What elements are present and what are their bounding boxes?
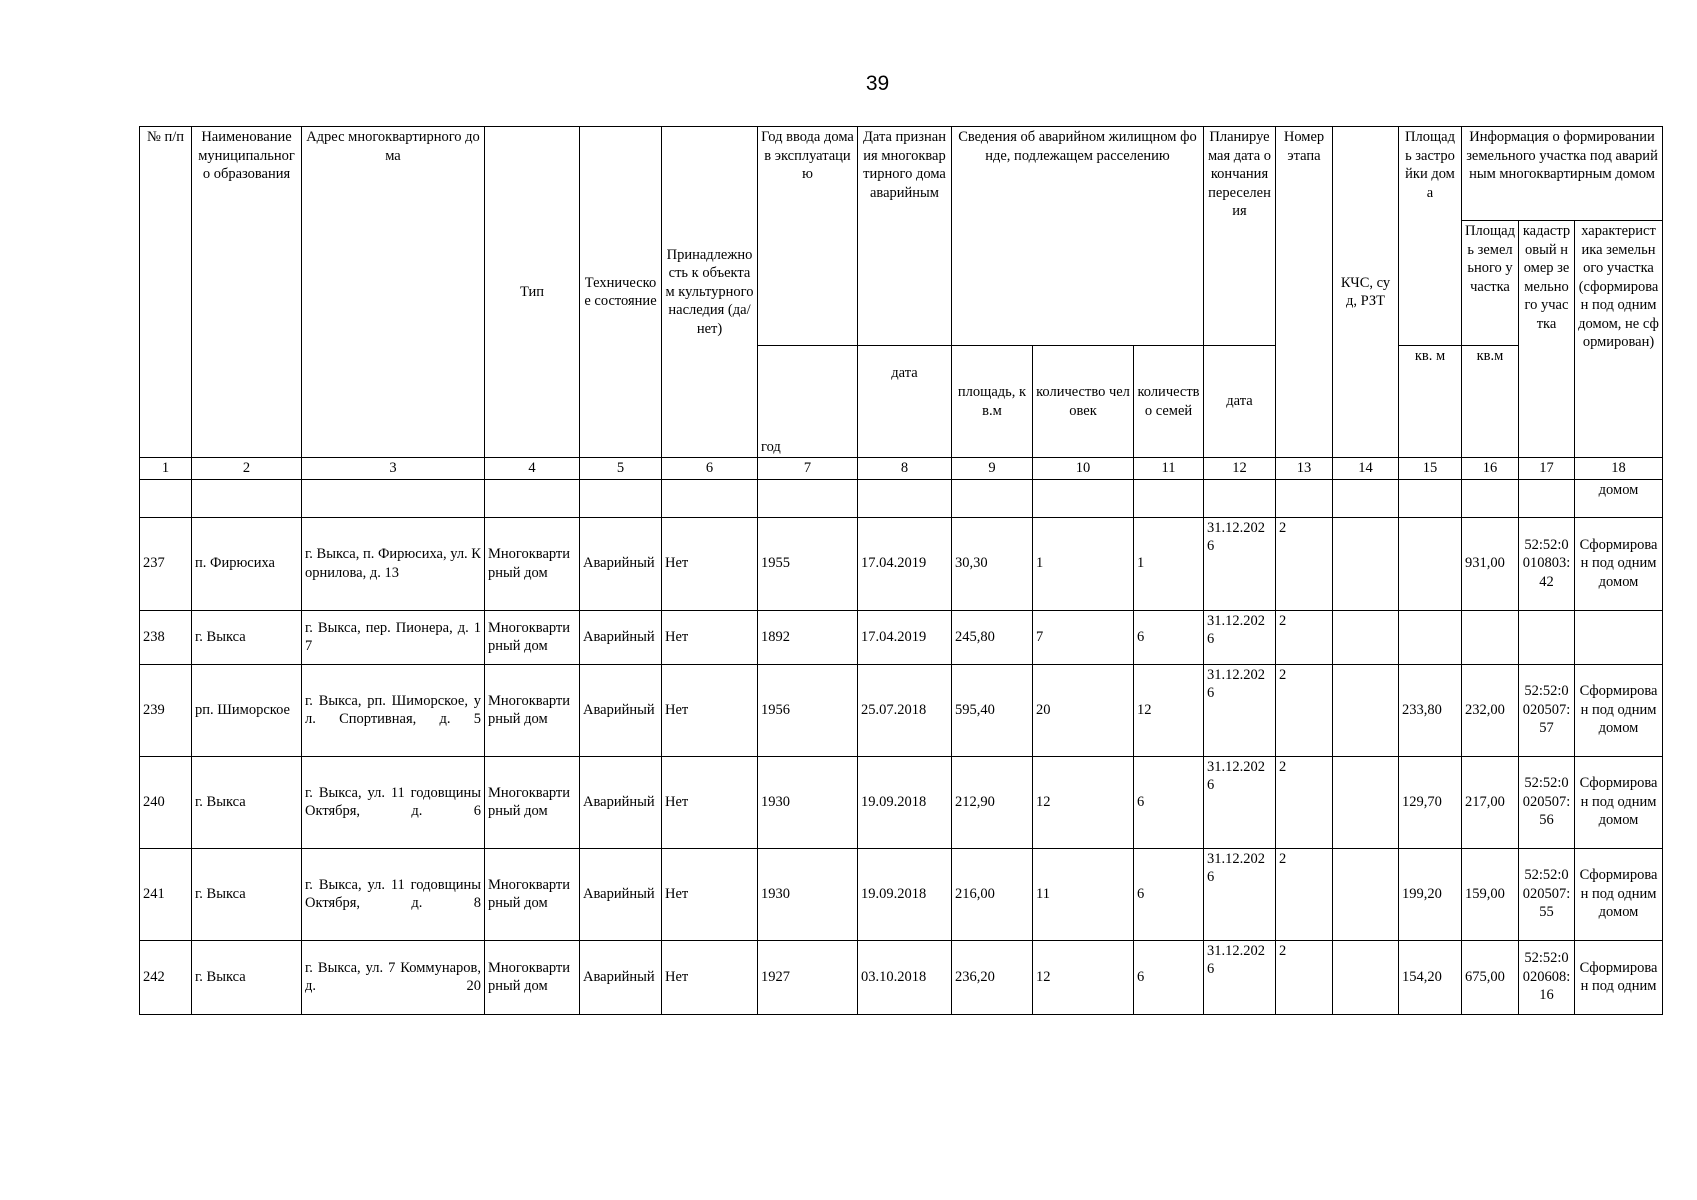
cell-year: 1956 (758, 664, 858, 756)
column-number: 2 (192, 458, 302, 480)
cell-people: 12 (1033, 756, 1134, 848)
cell-number: 240 (140, 756, 192, 848)
header-sub-year: год (758, 346, 858, 458)
continuation-row (140, 479, 1663, 517)
header-col-land-status: характеристика земельного участка (сформирован под одним домом, не сформирован) (1575, 221, 1663, 458)
header-col-type: Тип (485, 127, 580, 458)
column-number: 17 (1519, 458, 1575, 480)
cell-families: 6 (1134, 940, 1204, 1014)
cell-heritage: Нет (662, 940, 758, 1014)
column-number: 3 (302, 458, 485, 480)
cell-land-status: Сформирован под одним домом (1575, 756, 1663, 848)
cell-built-area: 154,20 (1399, 940, 1462, 1014)
cell-area: 30,30 (952, 517, 1033, 610)
cell-land-area (1462, 610, 1519, 664)
cell-type: Многоквартирный дом (485, 610, 580, 664)
cell-address: г. Выкса, ул. 11 годовщины Октября, д. 8 (302, 848, 485, 940)
header-sub-area: площадь, кв.м (952, 346, 1033, 458)
table-row (140, 610, 1663, 664)
cell-year: 1927 (758, 940, 858, 1014)
cell-people: 1 (1033, 517, 1134, 610)
cell-condition: Аварийный (580, 664, 662, 756)
cell-condition: Аварийный (580, 517, 662, 610)
cell-area: 216,00 (952, 848, 1033, 940)
page-number: 39 (865, 72, 890, 95)
cell-type: Многоквартирный дом (485, 664, 580, 756)
cell-date: 17.04.2019 (858, 610, 952, 664)
cell-municipality: рп. Шиморское (192, 664, 302, 756)
cell-built-area: 233,80 (1399, 664, 1462, 756)
cell-cadastral: 52:52:0020507:55 (1519, 848, 1575, 940)
cell-land-status (1575, 610, 1663, 664)
cell-planned-date: 31.12.2026 (1204, 517, 1276, 610)
cell-area: 595,40 (952, 664, 1033, 756)
cell-municipality: п. Фирюсиха (192, 517, 302, 610)
column-number: 9 (952, 458, 1033, 480)
cell-address: г. Выкса, ул. 7 Коммунаров, д. 20 (302, 940, 485, 1014)
cell-planned-date: 31.12.2026 (1204, 756, 1276, 848)
cell-municipality: г. Выкса (192, 848, 302, 940)
cell-planned-date: 31.12.2026 (1204, 940, 1276, 1014)
cell-cadastral (1519, 610, 1575, 664)
header-col-recognition-date: Дата признания многоквартирного дома аварийным (858, 127, 952, 346)
column-number: 15 (1399, 458, 1462, 480)
cell-condition: Аварийный (580, 940, 662, 1014)
column-number: 11 (1134, 458, 1204, 480)
emergency-housing-table (139, 126, 1663, 1015)
cell-land-area: 217,00 (1462, 756, 1519, 848)
header-col-land-area: Площадь земельного участка (1462, 221, 1519, 346)
cell-planned-date: 31.12.2026 (1204, 610, 1276, 664)
table-row (140, 517, 1663, 610)
table-row (140, 848, 1663, 940)
cell-heritage: Нет (662, 756, 758, 848)
cell-stage: 2 (1276, 517, 1333, 610)
cell-land-area: 232,00 (1462, 664, 1519, 756)
header-sub-date: дата (858, 346, 952, 458)
cell-type: Многоквартирный дом (485, 756, 580, 848)
cell-address: г. Выкса, п. Фирюсиха, ул. Корнилова, д. 13 (302, 517, 485, 610)
cell-date: 25.07.2018 (858, 664, 952, 756)
cell-stage: 2 (1276, 610, 1333, 664)
cell-number: 239 (140, 664, 192, 756)
cell-condition: Аварийный (580, 610, 662, 664)
cell-condition: Аварийный (580, 756, 662, 848)
cell-cadastral: 52:52:0020608:16 (1519, 940, 1575, 1014)
cell-kchs (1333, 610, 1399, 664)
column-number: 10 (1033, 458, 1134, 480)
cell-date: 03.10.2018 (858, 940, 952, 1014)
cell-land-area: 931,00 (1462, 517, 1519, 610)
column-number: 6 (662, 458, 758, 480)
cell-type: Многоквартирный дом (485, 517, 580, 610)
header-sub-planned-date: дата (1204, 346, 1276, 458)
cell-stage: 2 (1276, 664, 1333, 756)
header-col-number: № п/п (140, 127, 192, 458)
cell-heritage: Нет (662, 610, 758, 664)
cell-year: 1930 (758, 756, 858, 848)
column-number: 8 (858, 458, 952, 480)
column-number: 18 (1575, 458, 1663, 480)
cell-land-area: 675,00 (1462, 940, 1519, 1014)
column-number: 12 (1204, 458, 1276, 480)
cell-built-area: 129,70 (1399, 756, 1462, 848)
cell-address: г. Выкса, ул. 11 годовщины Октября, д. 6 (302, 756, 485, 848)
cell-kchs (1333, 517, 1399, 610)
cell-built-area: 199,20 (1399, 848, 1462, 940)
cell-cadastral: 52:52:0020507:56 (1519, 756, 1575, 848)
cell-number: 238 (140, 610, 192, 664)
column-number: 5 (580, 458, 662, 480)
header-col-stage: Номер этапа (1276, 127, 1333, 458)
cell-year: 1930 (758, 848, 858, 940)
cell-municipality: г. Выкса (192, 610, 302, 664)
cell-address: г. Выкса, пер. Пионера, д. 17 (302, 610, 485, 664)
column-number: 14 (1333, 458, 1399, 480)
cell-people: 11 (1033, 848, 1134, 940)
cell-number: 242 (140, 940, 192, 1014)
cell-families: 6 (1134, 610, 1204, 664)
cell-land-status: Сформирован под одним домом (1575, 664, 1663, 756)
cell-land-area: 159,00 (1462, 848, 1519, 940)
cell-date: 19.09.2018 (858, 756, 952, 848)
header-col-heritage: Принадлежность к объектам культурного наследия (да/нет) (662, 127, 758, 458)
cell-municipality: г. Выкса (192, 756, 302, 848)
cell-built-area (1399, 610, 1462, 664)
cell-date: 19.09.2018 (858, 848, 952, 940)
cell-area: 245,80 (952, 610, 1033, 664)
cell-cadastral: 52:52:0010803:42 (1519, 517, 1575, 610)
column-number: 16 (1462, 458, 1519, 480)
table-row (140, 940, 1663, 1014)
header-col-year: Год ввода дома в эксплуатацию (758, 127, 858, 346)
header-sub-people: количество человек (1033, 346, 1134, 458)
cell-people: 12 (1033, 940, 1134, 1014)
cell-land-status: Сформирован под одним (1575, 940, 1663, 1014)
cell-families: 6 (1134, 848, 1204, 940)
cell-families: 6 (1134, 756, 1204, 848)
cell-area: 212,90 (952, 756, 1033, 848)
cell-land-status: Сформирован под одним домом (1575, 848, 1663, 940)
cell-kchs (1333, 756, 1399, 848)
cell-year: 1892 (758, 610, 858, 664)
cell-heritage: Нет (662, 848, 758, 940)
header-col-cadastral-number: кадастровый номер земельного участка (1519, 221, 1575, 458)
cell-type: Многоквартирный дом (485, 848, 580, 940)
cell-families: 1 (1134, 517, 1204, 610)
header-col-condition: Техническое состояние (580, 127, 662, 458)
cell-type: Многоквартирный дом (485, 940, 580, 1014)
column-number: 7 (758, 458, 858, 480)
cell-families: 12 (1134, 664, 1204, 756)
cell-kchs (1333, 940, 1399, 1014)
table-row (140, 664, 1663, 756)
header-col-address: Адрес многоквартирного дома (302, 127, 485, 458)
header-col-planned-date: Планируемая дата окончания переселения (1204, 127, 1276, 346)
cell-stage: 2 (1276, 848, 1333, 940)
cell-date: 17.04.2019 (858, 517, 952, 610)
table-row (140, 756, 1663, 848)
cell-municipality: г. Выкса (192, 940, 302, 1014)
column-number: 4 (485, 458, 580, 480)
cell-people: 20 (1033, 664, 1134, 756)
cell-condition: Аварийный (580, 848, 662, 940)
header-col-built-area: Площадь застройки дома (1399, 127, 1462, 346)
header-group-housing-fund: Сведения об аварийном жилищном фонде, подлежащем расселению (952, 127, 1204, 346)
cell-land-status: Сформирован под одним домом (1575, 517, 1663, 610)
column-number: 13 (1276, 458, 1333, 480)
cell-address: г. Выкса, рп. Шиморское, ул. Спортивная, д. 5 (302, 664, 485, 756)
cell-planned-date: 31.12.2026 (1204, 848, 1276, 940)
cell-people: 7 (1033, 610, 1134, 664)
cell-kchs (1333, 848, 1399, 940)
header-col-municipality: Наименование муниципального образования (192, 127, 302, 458)
cell-planned-date: 31.12.2026 (1204, 664, 1276, 756)
header-group-land-plot: Информация о формировании земельного участка под аварийным многоквартирным домом (1462, 127, 1663, 221)
cell-heritage: Нет (662, 517, 758, 610)
continuation-text: домом (1575, 479, 1663, 517)
header-sub-land-area: кв.м (1462, 346, 1519, 458)
cell-built-area (1399, 517, 1462, 610)
cell-stage: 2 (1276, 756, 1333, 848)
cell-number: 237 (140, 517, 192, 610)
cell-kchs (1333, 664, 1399, 756)
header-sub-built-area: кв. м (1399, 346, 1462, 458)
header-sub-families: количество семей (1134, 346, 1204, 458)
cell-heritage: Нет (662, 664, 758, 756)
cell-year: 1955 (758, 517, 858, 610)
header-col-kchs: КЧС, суд, РЗТ (1333, 127, 1399, 458)
column-number: 1 (140, 458, 192, 480)
cell-cadastral: 52:52:0020507:57 (1519, 664, 1575, 756)
cell-area: 236,20 (952, 940, 1033, 1014)
cell-stage: 2 (1276, 940, 1333, 1014)
column-number-row (140, 458, 1663, 480)
cell-number: 241 (140, 848, 192, 940)
